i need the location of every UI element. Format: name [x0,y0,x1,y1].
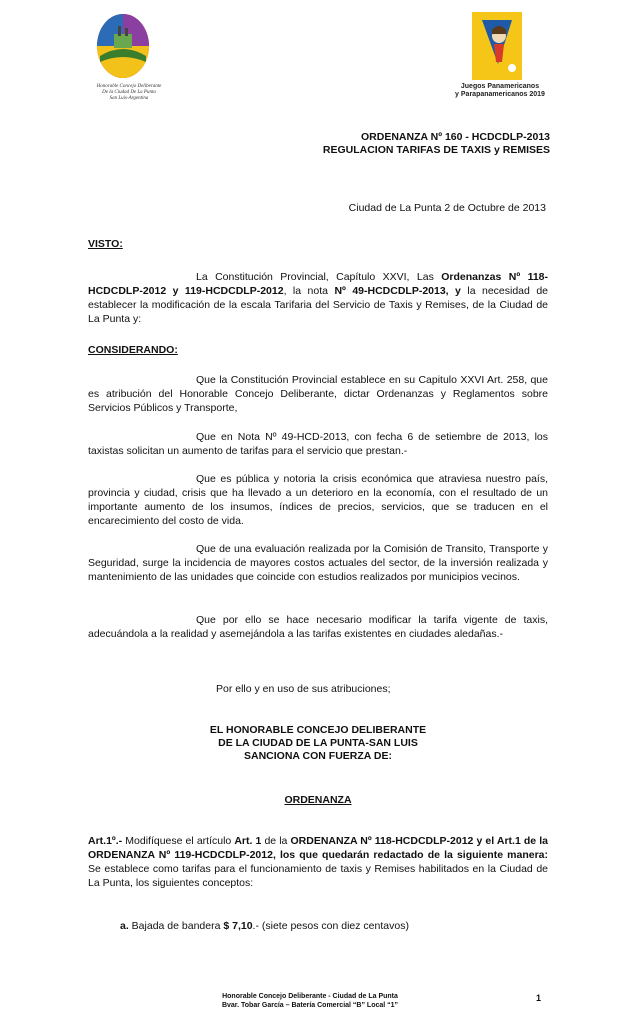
dateline: Ciudad de La Punta 2 de Octubre de 2013 [348,202,546,214]
considerando-paragraph-5: Que por ello se hace necesario modificar la tarifa vigente de taxis, adecuándola a la realidad y asemejándola a las tarifas existentes en ciudades aledañas.- [88,614,548,640]
sanciona-block [88,724,548,763]
council-caption [74,84,184,102]
visto-heading: VISTO: [88,238,123,250]
considerando-paragraph-6: Por ello y en uso de sus atribuciones; [216,683,391,695]
footer-line: Bvar. Tobar García – Batería Comercial “B” Local “1” [221,1002,399,1009]
considerando-paragraph-2: Que en Nota Nº 49-HCD-2013, con fecha 6 de setiembre de 2013, los taxistas solicitan un aumento de tarifas para el servicio que prestan.- [88,431,548,457]
games-caption-line: Juegos Panamericanos [460,83,540,90]
ordenanza-heading: ORDENANZA [284,794,352,806]
sanciona-line: DE LA CIUDAD DE LA PUNTA-SAN LUIS [218,737,418,749]
games-caption-line: y Parapanamericanos 2019 [455,91,545,98]
page-footer [180,992,440,1010]
considerando-paragraph-4: Que de una evaluación realizada por la Comisión de Transito, Transporte y Seguridad, surge la incidencia de mayores costos actuales del sector, de la inversión realizada y mantenimiento de las unidades que coincide con estudios realizados por municipios vecinos. [88,543,548,583]
considerando-paragraph-3: Que es pública y notoria la crisis económica que atraviesa nuestro país, provincia y ciudad, crisis que ha llevado a un deterioro en la economía, con el resultado de un importante aumento de los insumos, índices de precios, servicios, que se traducen en el encarecimiento del costo de vida. [88,473,548,527]
sanciona-line: EL HONORABLE CONCEJO DELIBERANTE [209,724,427,736]
footer-line: Honorable Concejo Deliberante - Ciudad de La Punta [222,993,398,1000]
article-1: Art.1º.- Modifíquese el artículo Art. 1 de la ORDENANZA Nº 118-HCDCDLP-2012 y el Art.1 de la ORDENANZA Nº 119-HCDCDLP-2012, los que quedarán redactado de la siguiente manera: Se establece como tarifas para el funcionamiento de taxis y Remises habilitados en la Ciudad de La Punta, los siguientes conceptos: [88,835,548,889]
title-ordinance-number: ORDENANZA Nº 160 - HCDCDLP-2013 [361,131,550,143]
considerando-paragraph-1: Que la Constitución Provincial establece en su Capitulo XXVI Art. 258, que es atribución del Honorable Concejo Deliberante, dictar Ordenanzas y Reglamentos sobre Servicios Públicos y Transporte, [88,374,548,414]
considerando-heading: CONSIDERANDO: [88,344,178,356]
games-caption [440,83,560,99]
page-number: 1 [536,993,542,1003]
document-title [270,131,550,157]
visto-paragraph: La Constitución Provincial, Capítulo XXVI, Las Ordenanzas Nº 118-HCDCDLP-2012 y 119-HCDCDLP-2012, la nota Nº 49-HCDCDLP-2013, y la necesidad de establecer la modificación de la escala Tarifaria del Servicio de Taxis y Remises, de la Ciudad de La Punta y: [88,271,549,325]
pan-american-games-logo [472,12,522,80]
org-caption-line: Honorable Concejo Deliberante [96,84,162,89]
org-caption-line: San Luis-Argentina [109,96,149,101]
org-caption-line: De la Ciudad De La Punta [102,90,156,95]
sanciona-line: SANCIONA CON FUERZA DE: [244,750,392,762]
tariff-item-a: a. Bajada de bandera $ 7,10.- (siete pesos con diez centavos) [120,920,409,932]
title-subject: REGULACION TARIFAS DE TAXIS y REMISES [322,144,550,156]
council-crest-logo [92,12,154,80]
